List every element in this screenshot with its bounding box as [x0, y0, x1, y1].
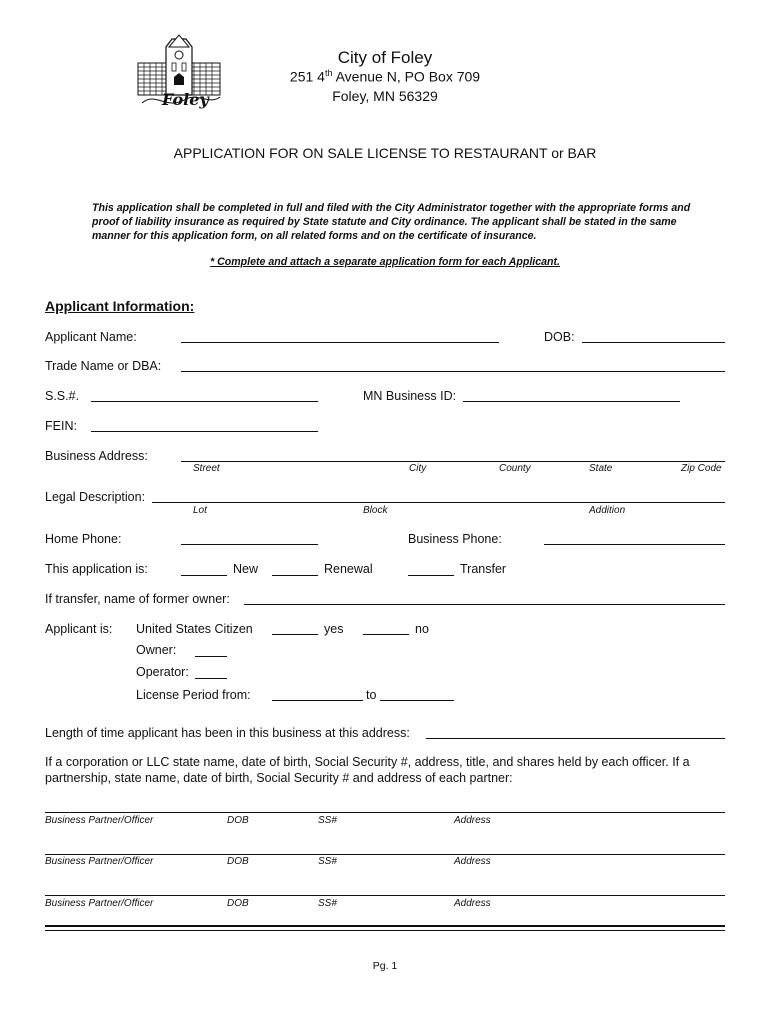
dob-field[interactable] [582, 342, 725, 343]
business-address-label: Business Address: [45, 449, 148, 463]
yes-label: yes [324, 622, 344, 636]
fein-field[interactable] [91, 431, 318, 432]
partner-caption-3: Business Partner/Officer [45, 898, 154, 909]
business-phone-field[interactable] [544, 544, 725, 545]
address-ordinal: th [324, 68, 333, 78]
license-period-from-field[interactable] [272, 700, 363, 701]
applicant-is-label: Applicant is: [45, 622, 113, 636]
caption-street: Street [193, 463, 220, 474]
address-caption-3: Address [454, 898, 491, 909]
instructions-paragraph: This application shall be completed in full and filed with the City Administrator together with the appropriate forms and proof of liability insurance as required by State statute and City ordinance. The applicant shall be stated in the same manner for this application form, on all related forms and on the certificate of insurance. [92, 202, 691, 242]
city-of-foley-logo [136, 33, 222, 109]
dob-label: DOB: [544, 330, 575, 344]
legal-description-field[interactable] [152, 502, 725, 503]
separate-form-note: * Complete and attach a separate application form for each Applicant. [210, 256, 560, 268]
address-line [230, 68, 540, 85]
partner-caption-2: Business Partner/Officer [45, 856, 154, 867]
ss-caption-2: SS# [318, 856, 337, 867]
transfer-blank[interactable] [408, 575, 454, 576]
address-number: 251 4 [289, 68, 325, 85]
operator-blank[interactable] [195, 678, 227, 679]
owner-label: Owner: [136, 643, 177, 657]
city-name: City of Foley [337, 48, 433, 67]
partner-caption-1: Business Partner/Officer [45, 815, 154, 826]
address-caption-1: Address [454, 815, 491, 826]
partner-line-2[interactable] [45, 854, 725, 855]
dob-caption-1: DOB [227, 815, 249, 826]
caption-county: County [499, 463, 531, 474]
dob-caption-3: DOB [227, 898, 249, 909]
partner-line-3[interactable] [45, 895, 725, 896]
citizen-yes-blank[interactable] [272, 634, 318, 635]
address-rest: Avenue N, PO Box 709 [332, 68, 481, 85]
applicant-name-field[interactable] [181, 342, 499, 343]
divider-top [45, 925, 725, 927]
renewal-blank[interactable] [272, 575, 318, 576]
logo-text: Foley [162, 90, 209, 109]
caption-block: Block [363, 505, 388, 516]
divider-bottom [45, 930, 725, 931]
address-caption-2: Address [454, 856, 491, 867]
no-label: no [415, 622, 429, 636]
business-address-field[interactable] [181, 461, 725, 462]
length-of-time-field[interactable] [426, 738, 725, 739]
corporation-paragraph: If a corporation or LLC state name, date of birth, Social Security #, address, title, and shares held by each officer. If a partnership, state name, date of birth, Social Security # and address of each partner: [45, 755, 690, 785]
ss-field[interactable] [91, 401, 318, 402]
city-state-zip: Foley, MN 56329 [332, 88, 438, 104]
ss-caption-1: SS# [318, 815, 337, 826]
home-phone-label: Home Phone: [45, 532, 122, 546]
fein-label: FEIN: [45, 419, 77, 433]
legal-description-label: Legal Description: [45, 490, 146, 504]
former-owner-field[interactable] [244, 604, 725, 605]
operator-label: Operator: [136, 665, 189, 679]
dob-caption-2: DOB [227, 856, 249, 867]
caption-city: City [409, 463, 427, 474]
trade-name-label: Trade Name or DBA: [45, 359, 162, 373]
to-label: to [366, 688, 377, 702]
ss-caption-3: SS# [318, 898, 337, 909]
us-citizen-label: United States Citizen [136, 622, 253, 636]
transfer-label: Transfer [460, 562, 507, 576]
trade-name-field[interactable] [181, 371, 725, 372]
caption-zip-code: Zip Code [681, 463, 722, 474]
application-is-label: This application is: [45, 562, 148, 576]
applicant-name-label: Applicant Name: [45, 330, 137, 344]
page-number: Pg. 1 [372, 960, 398, 972]
length-of-time-label: Length of time applicant has been in this business at this address: [45, 726, 410, 740]
owner-blank[interactable] [195, 656, 227, 657]
license-period-to-field[interactable] [380, 700, 454, 701]
new-blank[interactable] [181, 575, 227, 576]
section-title: Applicant Information: [45, 298, 195, 314]
partner-line-1[interactable] [45, 812, 725, 813]
renewal-label: Renewal [324, 562, 373, 576]
home-phone-field[interactable] [181, 544, 318, 545]
new-label: New [233, 562, 259, 576]
form-title: APPLICATION FOR ON SALE LICENSE TO RESTAURANT or BAR [173, 145, 597, 161]
license-period-label: License Period from: [136, 688, 251, 702]
caption-lot: Lot [193, 505, 207, 516]
ss-label: S.S.#. [45, 389, 80, 403]
citizen-no-blank[interactable] [363, 634, 409, 635]
caption-addition: Addition [589, 505, 626, 516]
mn-business-id-field[interactable] [463, 401, 680, 402]
business-phone-label: Business Phone: [408, 532, 502, 546]
former-owner-label: If transfer, name of former owner: [45, 592, 230, 606]
mn-business-id-label: MN Business ID: [363, 389, 457, 403]
caption-state: State [589, 463, 613, 474]
